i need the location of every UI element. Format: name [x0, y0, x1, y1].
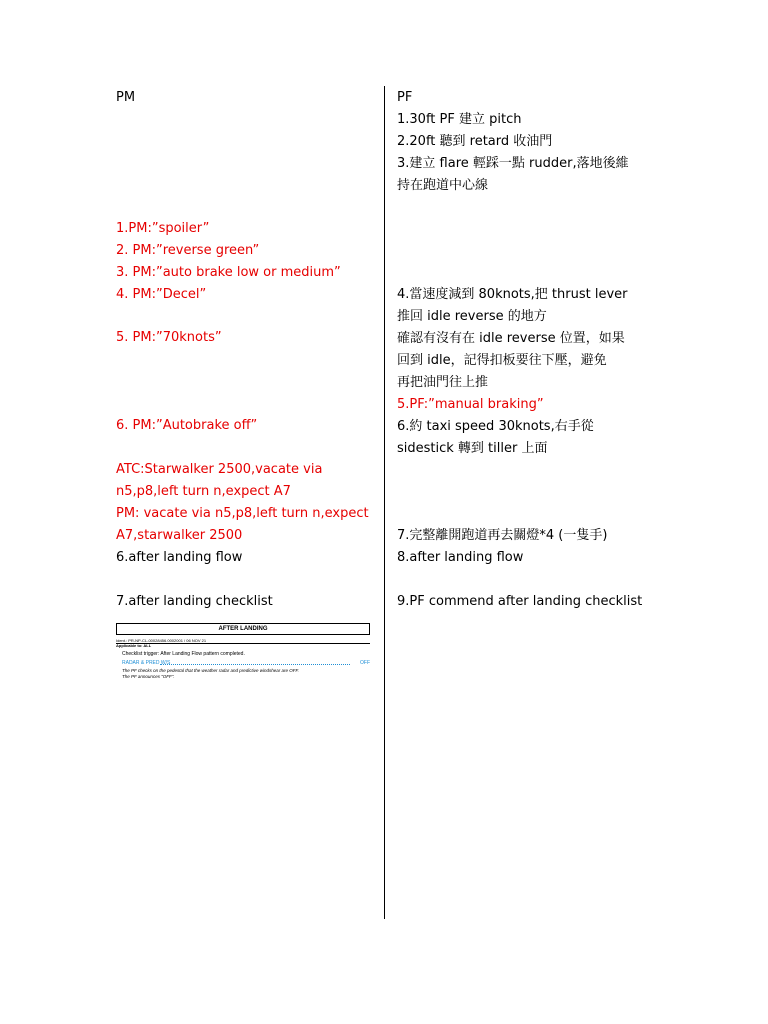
- pf-line-after-landing-flow: 8.after landing flow: [397, 550, 524, 565]
- checklist-item-value: OFF: [360, 660, 370, 666]
- pm-line-readback-2: A7,starwalker 2500: [116, 528, 243, 543]
- checklist-applicable: Applicable to: ALL: [116, 643, 152, 648]
- pm-line-autobrake-off: 6. PM:”Autobrake off”: [116, 418, 258, 433]
- pm-line-after-landing-checklist: 7.after landing checklist: [116, 594, 273, 609]
- pf-line-confirm-2: 回到 idle，記得扣板要往下壓，避免: [397, 353, 607, 368]
- pf-line-after-landing-checklist: 9.PF commend after landing checklist: [397, 594, 643, 609]
- pm-line-atc-1: ATC:Starwalker 2500,vacate via: [116, 462, 323, 477]
- checklist-trigger: Checklist trigger: After Landing Flow pattern completed.: [122, 651, 245, 657]
- after-landing-checklist-image: [116, 623, 370, 699]
- pf-line-pitch: 1.30ft PF 建立 pitch: [397, 112, 522, 127]
- column-divider: [384, 86, 385, 919]
- pf-header: PF: [397, 90, 413, 105]
- checklist-item-radar: [122, 660, 370, 666]
- checklist-item-label: RADAR & PRED W/S: [122, 660, 171, 666]
- pm-line-70knots: 5. PM:”70knots”: [116, 330, 222, 345]
- pf-line-manual-braking: 5.PF:”manual braking”: [397, 397, 544, 412]
- checklist-note-1: The PF checks on the pedestal that the weather radar and predictive windshear are OFF.: [122, 668, 299, 673]
- pm-line-auto-brake: 3. PM:”auto brake low or medium”: [116, 265, 341, 280]
- pm-line-reverse-green: 2. PM:”reverse green”: [116, 243, 260, 258]
- checklist-title: AFTER LANDING: [116, 623, 370, 635]
- pf-line-flare-2: 持在跑道中心線: [397, 178, 489, 193]
- pf-line-flare-1: 3.建立 flare 輕踩一點 rudder,落地後維: [397, 156, 629, 171]
- pm-line-decel: 4. PM:”Decel”: [116, 287, 207, 302]
- pm-line-readback-1: PM: vacate via n5,p8,left turn n,expect: [116, 506, 369, 521]
- pf-line-taxi-1: 6.約 taxi speed 30knots,右手從: [397, 419, 594, 434]
- pf-line-thrust-2: 推回 idle reverse 的地方: [397, 309, 547, 324]
- pf-line-retard: 2.20ft 聽到 retard 收油門: [397, 134, 553, 149]
- pm-header: PM: [116, 90, 136, 105]
- pf-line-taxi-2: sidestick 轉到 tiller 上面: [397, 441, 548, 456]
- checklist-note-2: The PF announces "OFF".: [122, 674, 175, 679]
- checklist-ident: Ident.: PR-NP-CL-00028456.0002001 / 06 NOV 21: [116, 638, 370, 644]
- pm-line-atc-2: n5,p8,left turn n,expect A7: [116, 484, 291, 499]
- pf-line-lights: 7.完整離開跑道再去關燈*4 (一隻手): [397, 528, 608, 543]
- pf-line-confirm-1: 確認有沒有在 idle reverse 位置，如果: [397, 331, 625, 346]
- checklist-item-dots: [160, 664, 350, 665]
- pf-line-confirm-3: 再把油門往上推: [397, 375, 489, 390]
- pm-line-after-landing-flow: 6.after landing flow: [116, 550, 243, 565]
- pm-line-spoiler: 1.PM:”spoiler”: [116, 221, 210, 236]
- pf-line-thrust-1: 4.當速度減到 80knots,把 thrust lever: [397, 287, 628, 302]
